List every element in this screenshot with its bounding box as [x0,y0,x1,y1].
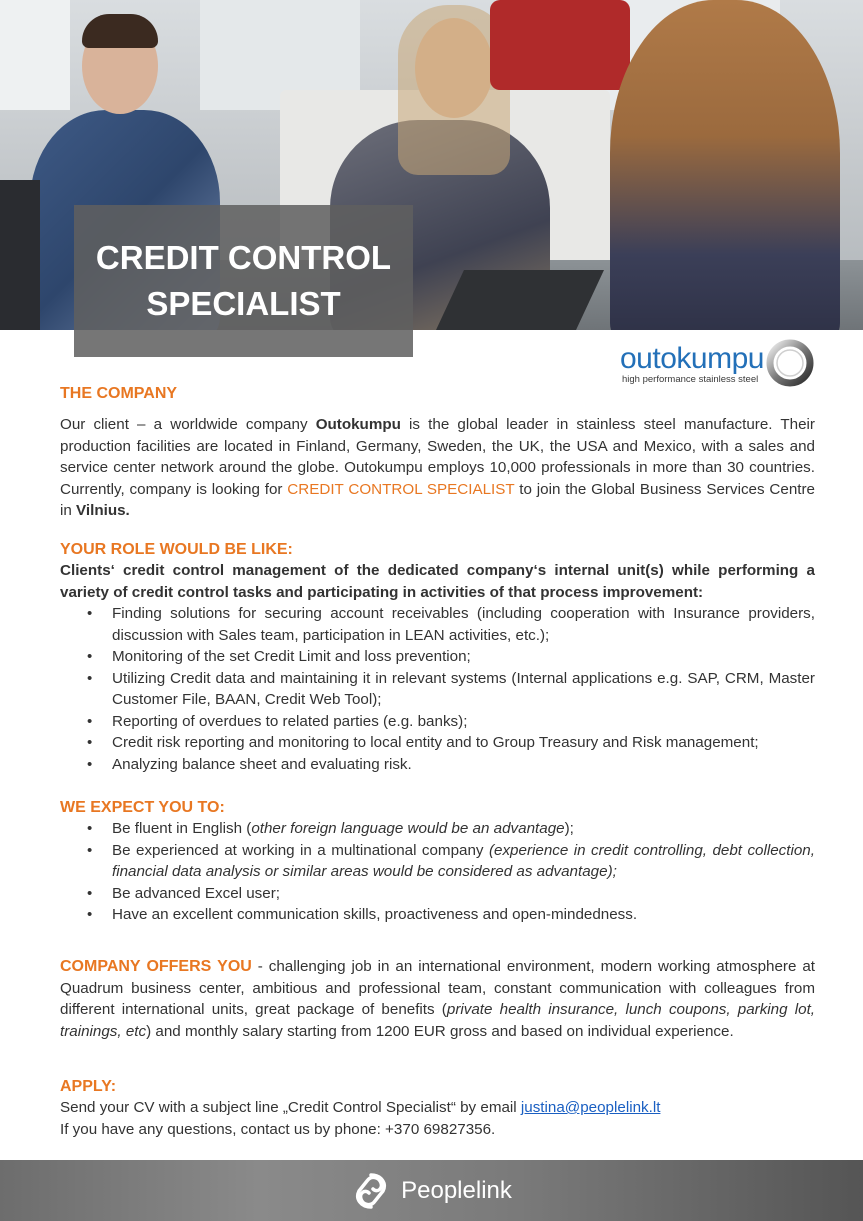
section-role [60,539,815,775]
heading-apply: APPLY: [60,1078,117,1095]
job-title [96,235,391,327]
ring-icon [766,339,814,387]
list-item-text: Be experienced at working in a multinational company [112,841,489,859]
company-text: is the global leader in stainless steel manufacture. Their production facilities are located in Finland, Germany, Sweden, the UK, the USA and Mexico, with a sales and service center network around the globe. Outokumpu employs 10,000 professionals in more than 30 countries. Currently, company is looking for [60,416,815,498]
offers-text: - challenging job in an international environment, modern working atmosphere at Quadrum business center, ambitious and professional team, constant communication with colleagues from different international units, great package of benefits ( [60,958,815,1018]
window-panel [0,0,70,110]
person-red-sweater [490,0,630,90]
logo-wordmark: outokumpu [620,342,764,375]
heading-role: YOUR ROLE WOULD BE LIKE: [60,541,293,558]
position-highlight: CREDIT CONTROL SPECIALIST [287,480,515,498]
heading-company: THE COMPANY [60,385,178,402]
peoplelink-logo [351,1171,512,1211]
list-item: • Credit risk reporting and monitoring to local entity and to Group Treasury and Risk management; [87,732,815,754]
laptop-left [0,180,40,330]
person-man-hair [82,14,158,48]
heading-offers: COMPANY OFFERS YOU [60,958,252,975]
company-name: Outokumpu [315,416,401,433]
list-item-italic: (experience in credit controlling, debt collection, financial data analysis or similar areas would be considered as advantage); [112,841,815,880]
list-item: • Analyzing balance sheet and evaluating risk. [87,754,815,776]
list-item-text: Be fluent in English ( [112,820,252,837]
list-item-italic: other foreign language would be an advantage [251,820,565,837]
benefits-list: private health insurance, lunch coupons, parking lot, trainings, etc [60,1001,816,1040]
offers-text: ) and monthly salary starting from 1200 EUR gross and based on individual experience. [146,1022,734,1040]
role-intro: Clients‘ credit control management of the dedicated company‘s internal unit(s) while performing a variety of credit control tasks and participating in activities of that process improvement: [60,562,815,601]
list-item: • Have an excellent communication skills, proactiveness and open-mindedness. [87,904,815,926]
expect-list [87,818,815,926]
job-title-line1: CREDIT CONTROL [95,239,392,276]
email-link[interactable]: justina@peoplelink.lt [520,1099,661,1116]
list-item: • Monitoring of the set Credit Limit and loss prevention; [87,646,815,668]
section-apply [60,1076,815,1140]
list-item: • Finding solutions for securing account receivables (including cooperation with Insurance providers, discussion with Sales team, participation in LEAN activities, etc.); [87,603,815,646]
heading-expect: WE EXPECT YOU TO: [60,799,225,816]
job-title-box [74,205,413,357]
list-item [87,840,815,883]
company-text: Our client – a worldwide company [60,416,316,433]
section-offers [60,956,815,1042]
person-woman-right [610,0,840,330]
laptop-center [436,270,604,330]
footer-banner [0,1160,863,1221]
job-title-line2: SPECIALIST [146,285,341,322]
company-paragraph [60,414,815,522]
city-name: Vilnius. [76,502,130,519]
section-company [60,383,815,522]
apply-text: Send your CV with a subject line „Credit Control Specialist“ by email [60,1099,521,1116]
logo-tagline: high performance stainless steel [622,374,759,385]
role-list [87,603,815,775]
section-expect [60,797,815,926]
offers-paragraph [60,956,815,1042]
apply-line-2: If you have any questions, contact us by phone: +370 69827356. [60,1120,496,1138]
apply-line-1 [60,1097,815,1119]
list-item: • Reporting of overdues to related parties (e.g. banks); [87,711,815,733]
company-text: to join the Global Business Services Centre in [60,480,815,519]
peoplelink-icon [351,1171,391,1211]
list-item: • Be advanced Excel user; [87,883,815,905]
list-item: • Utilizing Credit data and maintaining it in relevant systems (Internal applications e.g. SAP, CRM, Master Customer File, BAAN, Credit Web Tool); [87,668,815,711]
list-item [87,818,815,840]
list-item-text: ); [564,820,574,837]
footer-brand-name: Peoplelink [401,1176,512,1204]
